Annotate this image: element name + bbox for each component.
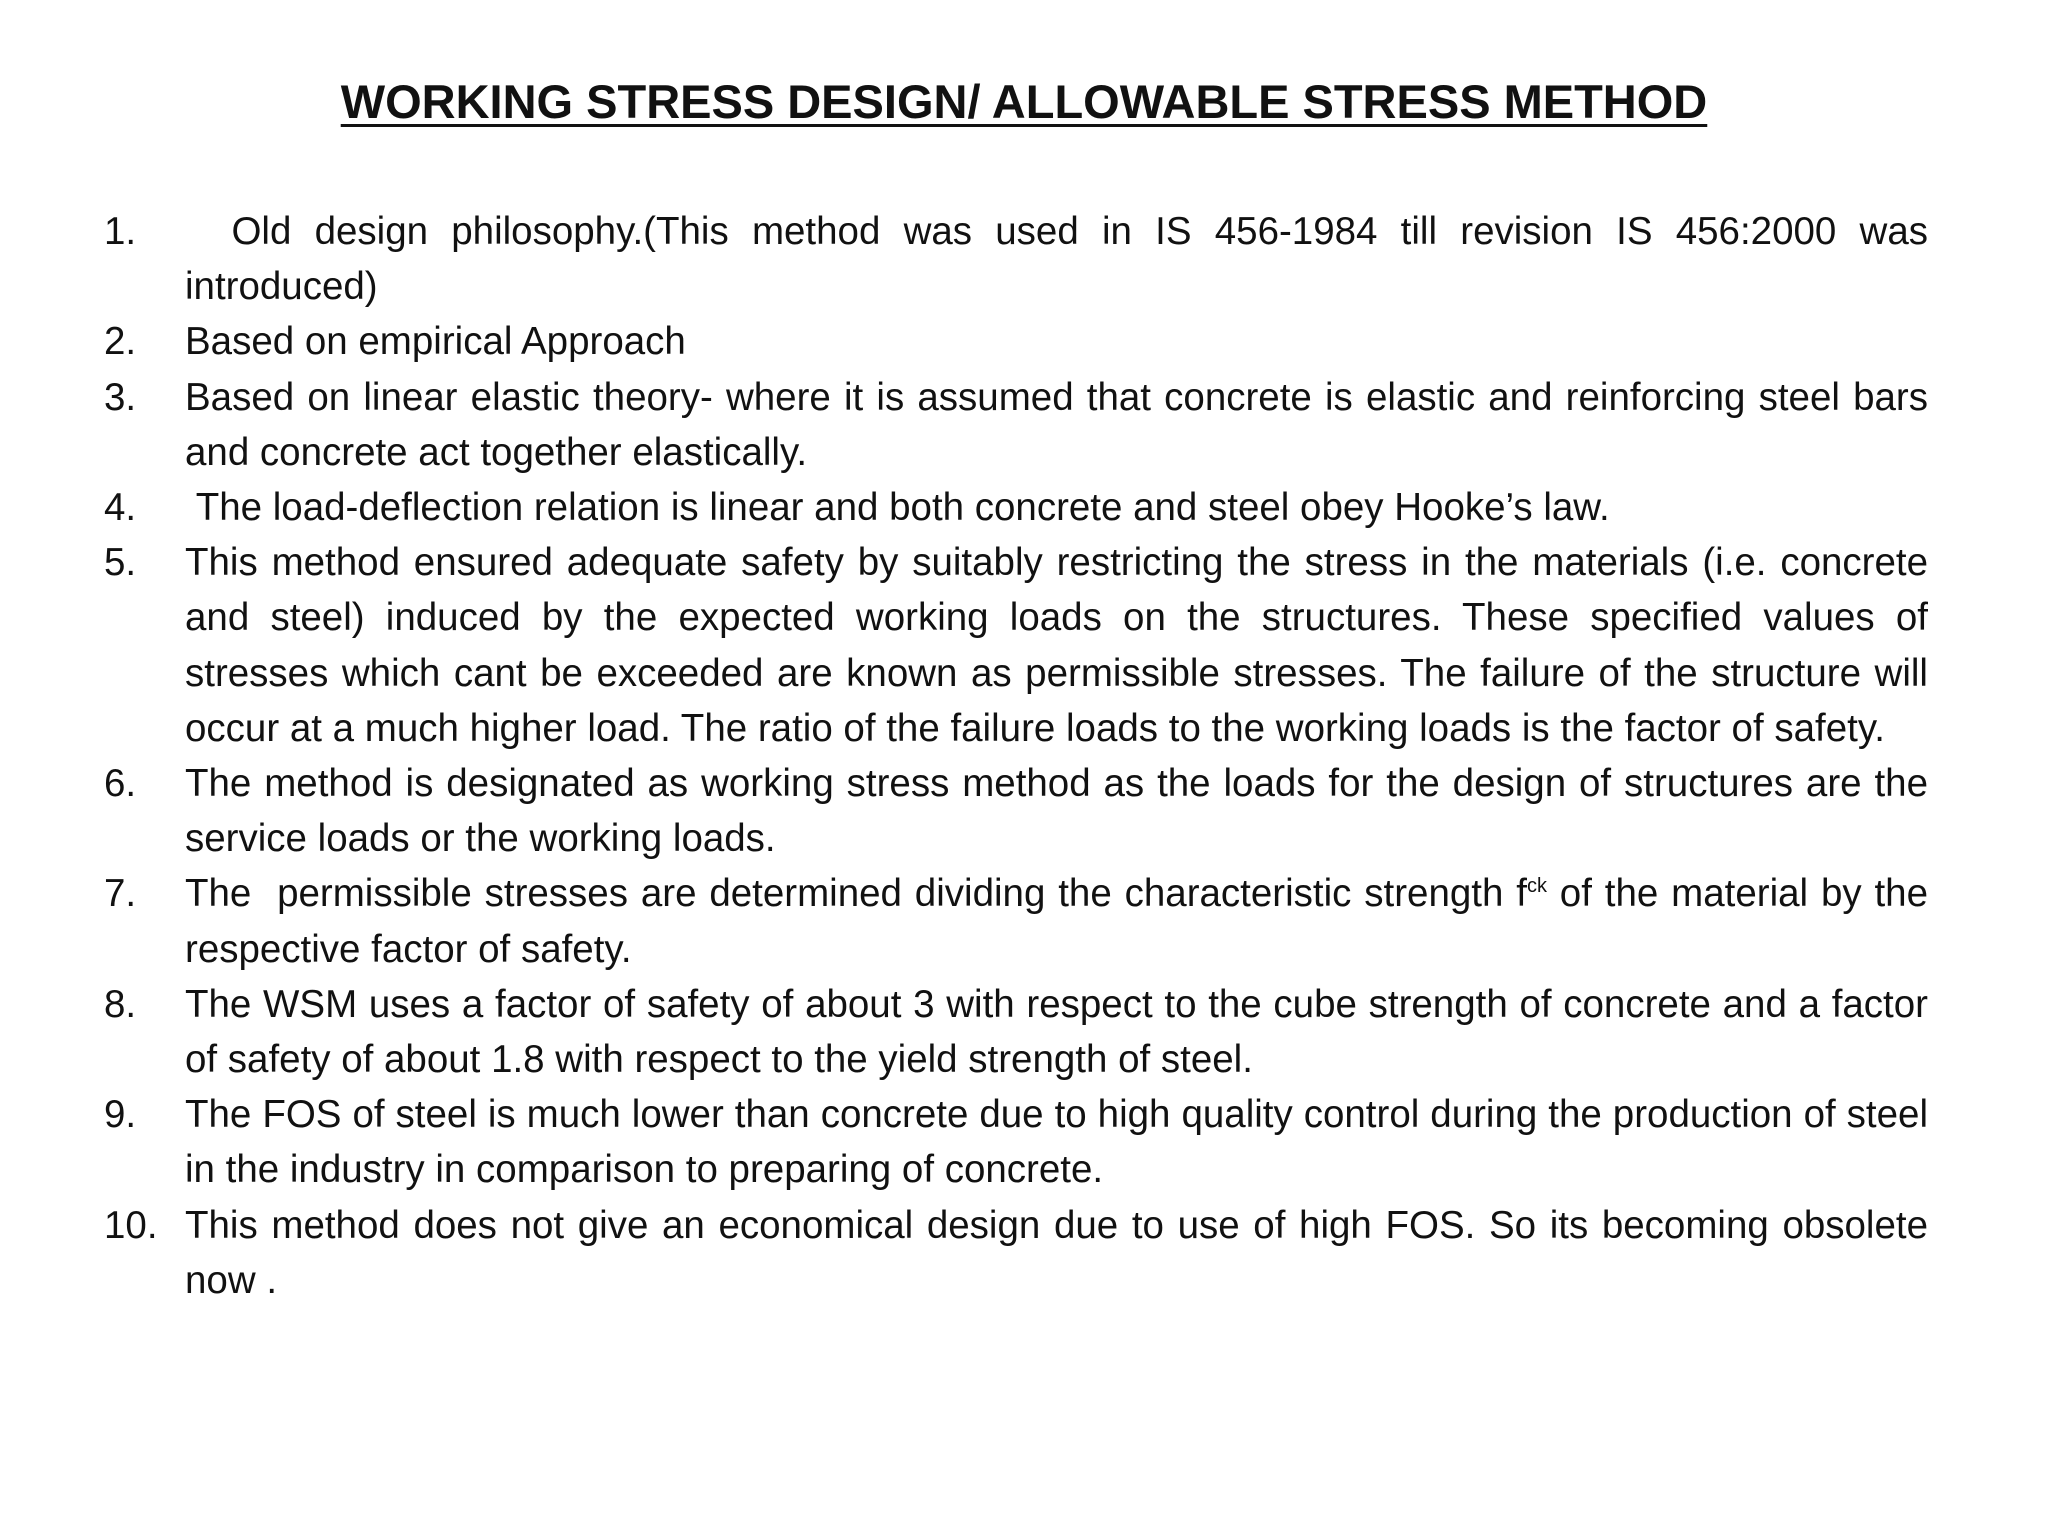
- list-item: [104, 1087, 1928, 1197]
- list-item: [104, 204, 1939, 314]
- item-text-end: of the material by the respective factor of safety.: [185, 872, 1928, 971]
- item-text: This method ensured adequate safety by suitably restricting the stress in the materials (i.e. concrete and steel) induced by the expected working loads on the structures. These specified values of stresses which cant be exceeded are known as permissible stresses. The failure of the structure will occur at a much higher load. The ratio of the failure loads to the working loads is the factor of safety.: [185, 541, 1928, 750]
- list-item: [104, 480, 1928, 535]
- list-item: [104, 1198, 1928, 1308]
- item-number: 7.: [104, 872, 137, 916]
- item-number: 6.: [104, 762, 137, 806]
- slide-title: WORKING STRESS DESIGN/ ALLOWABLE STRESS METHOD: [340, 75, 1708, 128]
- list-item: [104, 977, 1928, 1087]
- item-text: The method is designated as working stress method as the loads for the design of structures are the service loads or the working loads.: [185, 762, 1928, 861]
- list-item: [104, 756, 1928, 866]
- item-number: 10.: [104, 1203, 158, 1247]
- superscript-ck: ck: [1526, 875, 1547, 898]
- item-number: 3.: [104, 375, 137, 419]
- item-text: Old design philosophy.(This method was used in IS 456-1984 till revision IS 456:2000 was introduced): [185, 210, 1939, 309]
- item-text: Based on linear elastic theory- where it is assumed that concrete is elastic and reinforcing steel bars and concrete act together elastically.: [185, 375, 1928, 474]
- point-list: [104, 204, 1939, 1308]
- item-text: The load-deflection relation is linear and both concrete and steel obey Hooke’s law.: [185, 486, 1610, 530]
- item-text: This method does not give an economical design due to use of high FOS. So its becoming obsolete now .: [185, 1203, 1928, 1302]
- item-number: 8.: [104, 982, 137, 1026]
- item-text: Based on empirical Approach: [185, 320, 686, 364]
- item-text: The WSM uses a factor of safety of about 3 with respect to the cube strength of concrete and a factor of safety of about 1.8 with respect to the yield strength of steel.: [185, 982, 1928, 1082]
- item-text-start: The permissible stresses are determined dividing the characteristic strength f: [185, 872, 1527, 916]
- item-text: [185, 866, 1928, 976]
- list-item: [104, 866, 1928, 976]
- list-item: [104, 535, 1928, 756]
- item-number: 5.: [104, 541, 137, 585]
- item-number: 1.: [104, 210, 137, 253]
- item-number: 9.: [104, 1093, 137, 1137]
- list-item: [104, 314, 1928, 369]
- list-item: [104, 370, 1928, 480]
- item-number: 4.: [104, 486, 137, 530]
- item-text: The FOS of steel is much lower than concrete due to high quality control during the production of steel in the industry in comparison to preparing of concrete.: [185, 1093, 1928, 1192]
- item-number: 2.: [104, 320, 137, 364]
